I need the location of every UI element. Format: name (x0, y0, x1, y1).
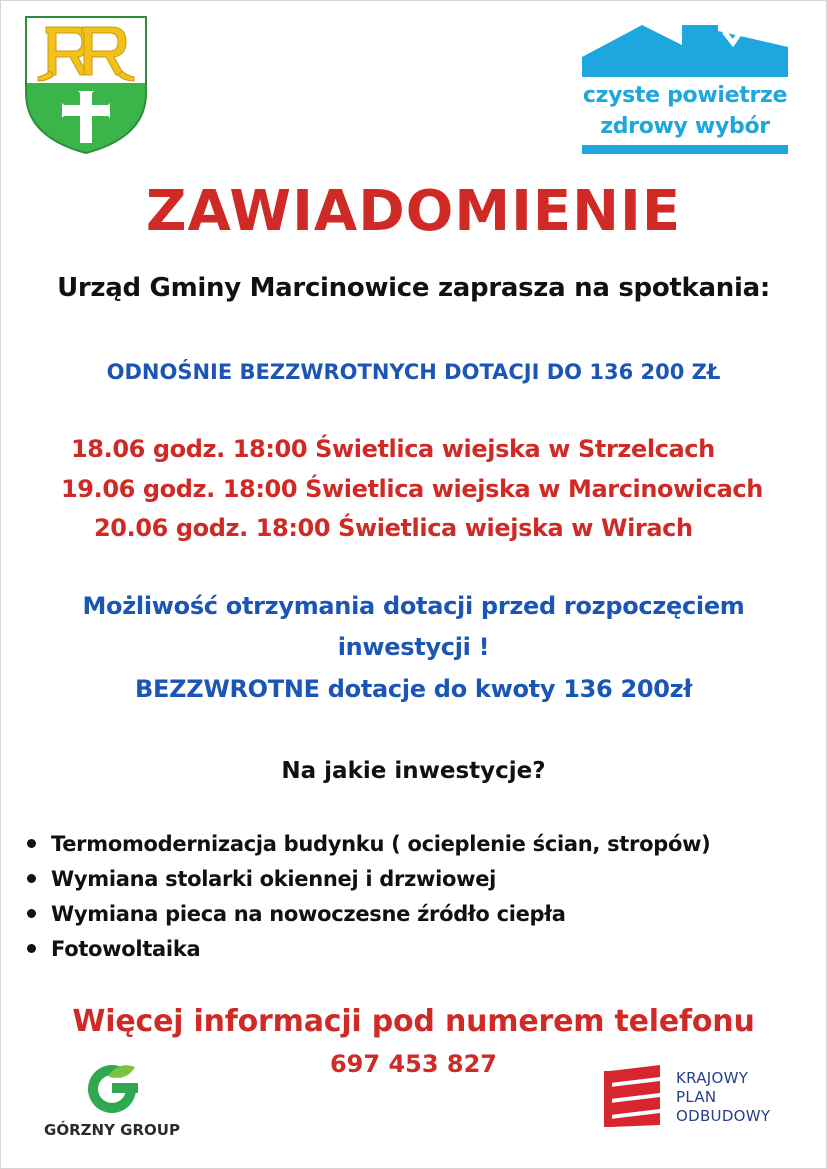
list-item (25, 899, 710, 934)
list-item (25, 864, 710, 899)
gmina-crest-logo (24, 15, 148, 155)
investments-question: Na jakie inwestycje? (281, 758, 546, 784)
cp-logo-line2: zdrowy wybór (600, 114, 770, 139)
list-item (25, 934, 710, 969)
list-item-text: Wymiana stolarki okiennej i drzwiowej (51, 867, 497, 891)
meeting-item-strzelce: 18.06 godz. 18:00 Świetlica wiejska w Strzelcach (71, 435, 715, 463)
bullet-icon (27, 944, 36, 953)
krajowy-plan-odbudowy-logo (604, 1063, 804, 1133)
gorzny-group-name: GÓRZNY GROUP (44, 1121, 180, 1139)
page-title: ZAWIADOMIENIE (145, 179, 682, 244)
investments-list (25, 829, 710, 969)
gorzny-group-logo (37, 1061, 187, 1143)
info-line: inwestycji ! (337, 633, 490, 661)
kpo-line: KRAJOWY (676, 1069, 749, 1087)
bullet-icon (27, 874, 36, 883)
czyste-powietrze-logo (582, 17, 788, 158)
kpo-text (676, 1069, 770, 1126)
phone-number[interactable]: 697 453 827 (329, 1050, 497, 1078)
info-line: BEZZWROTNE dotacje do kwoty 136 200zł (135, 675, 692, 703)
invitation-subtitle: Urząd Gminy Marcinowice zaprasza na spotkania: (57, 273, 770, 303)
kpo-line: PLAN (676, 1088, 717, 1106)
list-item-text: Termomodernizacja budynku ( ocieplenie ścian, stropów) (51, 832, 711, 856)
grants-heading: ODNOŚNIE BEZZWROTNYCH DOTACJI DO 136 200 ZŁ (106, 360, 721, 384)
list-item-text: Wymiana pieca na nowoczesne źródło ciepła (51, 902, 566, 926)
meeting-item-marcinowice: 19.06 godz. 18:00 Świetlica wiejska w Marcinowicach (61, 475, 763, 503)
more-info-text: Więcej informacji pod numerem telefonu (72, 1004, 755, 1039)
kpo-line: ODBUDOWY (676, 1107, 771, 1125)
bullet-icon (27, 839, 36, 848)
list-item (25, 829, 710, 864)
list-item-text: Fotowoltaika (51, 937, 201, 961)
bullet-icon (27, 909, 36, 918)
meeting-item-wiry: 20.06 godz. 18:00 Świetlica wiejska w Wirach (94, 514, 693, 542)
cp-logo-line1: czyste powietrze (582, 83, 788, 108)
info-line: Możliwość otrzymania dotacji przed rozpoczęciem (82, 592, 745, 620)
